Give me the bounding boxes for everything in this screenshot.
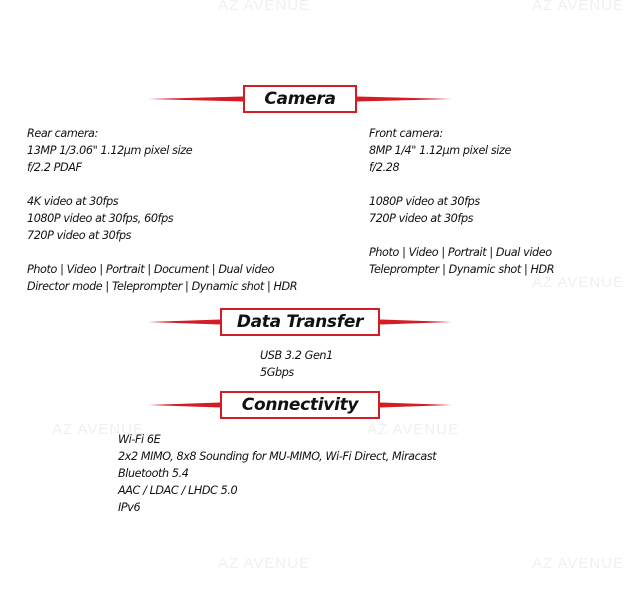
front-camera-heading: Front camera: bbox=[369, 127, 443, 140]
front-modes-line: Teleprompter | Dynamic shot | HDR bbox=[369, 263, 555, 276]
connectivity-line: AAC / LDAC / LHDC 5.0 bbox=[118, 484, 238, 497]
data-transfer-title: Data Transfer bbox=[220, 308, 380, 336]
data-transfer-specs bbox=[260, 347, 333, 381]
front-video-line: 1080P video at 30fps bbox=[369, 195, 480, 208]
connectivity-line: Bluetooth 5.4 bbox=[118, 467, 189, 480]
connectivity-line: Wi-Fi 6E bbox=[118, 433, 161, 446]
watermark: AZ AVENUE bbox=[52, 421, 145, 438]
front-camera-sensor: 8MP 1/4" 1.12μm pixel size bbox=[369, 144, 511, 157]
connectivity-specs bbox=[118, 431, 436, 516]
connectivity-line: 2x2 MIMO, 8x8 Sounding for MU-MIMO, Wi-Fi Direct, Miracast bbox=[118, 450, 437, 463]
data-transfer-line: 5Gbps bbox=[260, 366, 294, 379]
connectivity-line: IPv6 bbox=[118, 501, 141, 514]
rear-video-line: 4K video at 30fps bbox=[27, 195, 119, 208]
rear-camera-aperture: f/2.2 PDAF bbox=[27, 161, 82, 174]
data-transfer-line: USB 3.2 Gen1 bbox=[260, 349, 333, 362]
watermark: AZ AVENUE bbox=[218, 0, 311, 14]
rear-modes-line: Photo | Video | Portrait | Document | Dual video bbox=[27, 263, 275, 276]
connectivity-section-header bbox=[0, 391, 600, 421]
front-modes-line: Photo | Video | Portrait | Dual video bbox=[369, 246, 552, 259]
connectivity-title: Connectivity bbox=[220, 391, 380, 419]
front-camera-aperture: f/2.28 bbox=[369, 161, 400, 174]
camera-title: Camera bbox=[243, 85, 357, 113]
rear-modes-line: Director mode | Teleprompter | Dynamic shot | HDR bbox=[27, 280, 298, 293]
front-video-line: 720P video at 30fps bbox=[369, 212, 474, 225]
camera-section-header bbox=[0, 85, 600, 115]
watermark: AZ AVENUE bbox=[367, 421, 460, 438]
watermark: AZ AVENUE bbox=[218, 555, 311, 572]
rear-video-line: 720P video at 30fps bbox=[27, 229, 132, 242]
rear-camera-specs bbox=[27, 125, 297, 295]
rear-camera-sensor: 13MP 1/3.06" 1.12μm pixel size bbox=[27, 144, 193, 157]
front-camera-specs bbox=[369, 125, 554, 278]
watermark: AZ AVENUE bbox=[532, 0, 624, 14]
watermark: AZ AVENUE bbox=[532, 555, 624, 572]
rear-video-line: 1080P video at 30fps, 60fps bbox=[27, 212, 174, 225]
rear-camera-heading: Rear camera: bbox=[27, 127, 98, 140]
watermark: AZ AVENUE bbox=[532, 274, 624, 291]
data-transfer-section-header bbox=[0, 308, 600, 338]
